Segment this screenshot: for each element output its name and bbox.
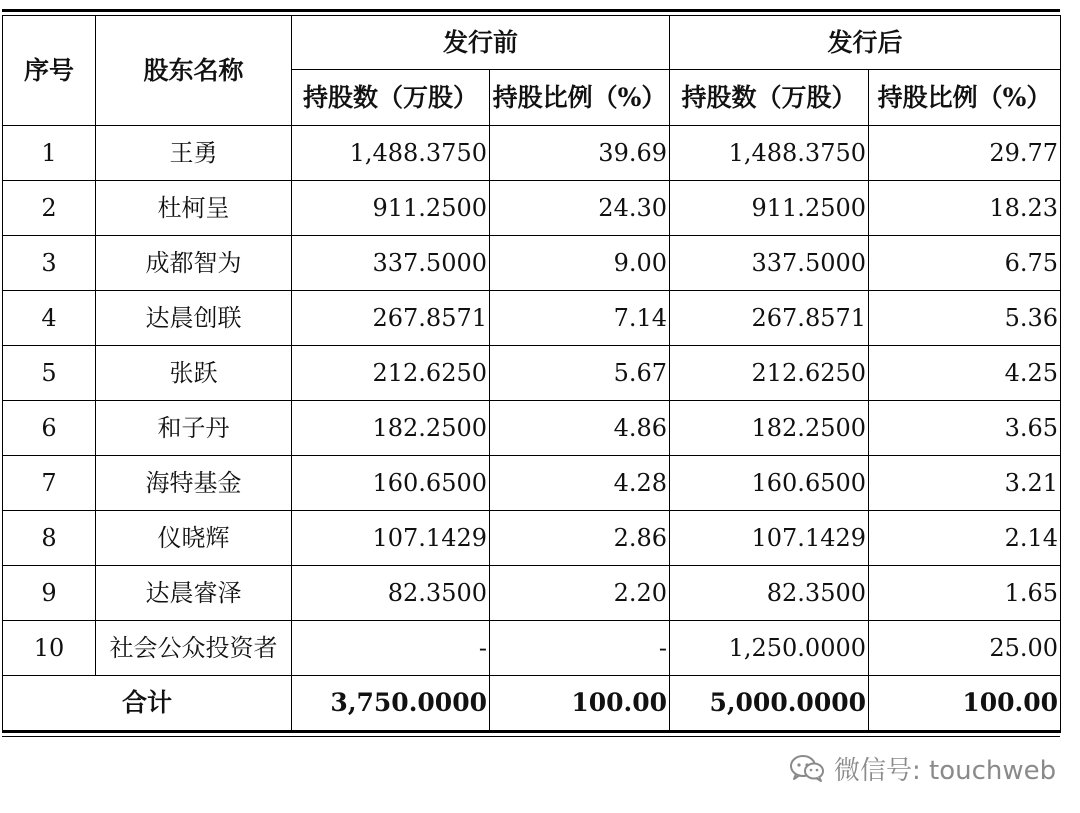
cell-after-shares: 82.3500: [670, 566, 869, 621]
cell-no: 4: [3, 291, 96, 346]
total-label: 合计: [3, 676, 292, 732]
cell-before-ratio: 2.20: [490, 566, 670, 621]
table-row: [3, 126, 1061, 181]
table-row: [3, 291, 1061, 346]
cell-after-shares: 267.8571: [670, 291, 869, 346]
cell-no: 10: [3, 621, 96, 676]
header-no: 序号: [3, 16, 96, 126]
cell-after-shares: 1,250.0000: [670, 621, 869, 676]
cell-before-ratio: 24.30: [490, 181, 670, 236]
cell-name: 和子丹: [96, 401, 292, 456]
cell-no: 6: [3, 401, 96, 456]
cell-before-shares: 911.2500: [292, 181, 490, 236]
header-before-ratio: 持股比例（%）: [490, 70, 670, 126]
header-before: 发行前: [292, 16, 670, 70]
cell-before-shares: 1,488.3750: [292, 126, 490, 181]
cell-name: 仪晓辉: [96, 511, 292, 566]
table-row: [3, 621, 1061, 676]
shareholder-table-frame: [2, 9, 1060, 737]
cell-after-shares: 1,488.3750: [670, 126, 869, 181]
cell-no: 1: [3, 126, 96, 181]
cell-no: 5: [3, 346, 96, 401]
table-row: [3, 456, 1061, 511]
cell-before-ratio: 39.69: [490, 126, 670, 181]
cell-before-shares: -: [292, 621, 490, 676]
cell-before-ratio: 7.14: [490, 291, 670, 346]
cell-before-ratio: 9.00: [490, 236, 670, 291]
cell-name: 海特基金: [96, 456, 292, 511]
cell-name: 达晨创联: [96, 291, 292, 346]
table-row: [3, 566, 1061, 621]
cell-name: 张跃: [96, 346, 292, 401]
cell-before-ratio: 4.28: [490, 456, 670, 511]
table-row: [3, 181, 1061, 236]
cell-before-ratio: 5.67: [490, 346, 670, 401]
cell-before-shares: 267.8571: [292, 291, 490, 346]
cell-after-ratio: 4.25: [869, 346, 1061, 401]
cell-before-ratio: 4.86: [490, 401, 670, 456]
cell-after-shares: 212.6250: [670, 346, 869, 401]
cell-after-ratio: 25.00: [869, 621, 1061, 676]
total-row: [3, 676, 1061, 732]
shareholder-table: [2, 15, 1061, 733]
table-row: [3, 346, 1061, 401]
cell-after-ratio: 18.23: [869, 181, 1061, 236]
cell-name: 杜柯呈: [96, 181, 292, 236]
cell-no: 3: [3, 236, 96, 291]
cell-no: 7: [3, 456, 96, 511]
cell-after-shares: 182.2500: [670, 401, 869, 456]
cell-after-ratio: 1.65: [869, 566, 1061, 621]
header-before-shares: 持股数（万股）: [292, 70, 490, 126]
header-row-1: [3, 16, 1061, 70]
total-after-ratio: 100.00: [869, 676, 1061, 732]
table-top-rule: [2, 9, 1060, 12]
header-after-ratio: 持股比例（%）: [869, 70, 1061, 126]
table-row: [3, 401, 1061, 456]
total-after-shares: 5,000.0000: [670, 676, 869, 732]
cell-no: 8: [3, 511, 96, 566]
watermark: [788, 748, 1056, 788]
cell-name: 社会公众投资者: [96, 621, 292, 676]
cell-before-ratio: 2.86: [490, 511, 670, 566]
table-row: [3, 511, 1061, 566]
cell-after-ratio: 29.77: [869, 126, 1061, 181]
cell-before-shares: 82.3500: [292, 566, 490, 621]
cell-after-shares: 337.5000: [670, 236, 869, 291]
cell-after-shares: 107.1429: [670, 511, 869, 566]
cell-after-shares: 911.2500: [670, 181, 869, 236]
watermark-text: 微信号: touchweb: [834, 755, 1057, 786]
cell-no: 2: [3, 181, 96, 236]
cell-name: 达晨睿泽: [96, 566, 292, 621]
cell-before-ratio: -: [490, 621, 670, 676]
wechat-icon: [788, 753, 826, 783]
cell-name: 成都智为: [96, 236, 292, 291]
table-row: [3, 236, 1061, 291]
cell-before-shares: 182.2500: [292, 401, 490, 456]
header-after-shares: 持股数（万股）: [670, 70, 869, 126]
cell-after-ratio: 3.65: [869, 401, 1061, 456]
table-bottom-rule: [2, 736, 1060, 737]
header-name: 股东名称: [96, 16, 292, 126]
cell-before-shares: 212.6250: [292, 346, 490, 401]
cell-before-shares: 107.1429: [292, 511, 490, 566]
cell-after-ratio: 3.21: [869, 456, 1061, 511]
cell-after-ratio: 2.14: [869, 511, 1061, 566]
total-before-shares: 3,750.0000: [292, 676, 490, 732]
cell-after-shares: 160.6500: [670, 456, 869, 511]
cell-after-ratio: 6.75: [869, 236, 1061, 291]
cell-before-shares: 160.6500: [292, 456, 490, 511]
cell-before-shares: 337.5000: [292, 236, 490, 291]
cell-after-ratio: 5.36: [869, 291, 1061, 346]
total-before-ratio: 100.00: [490, 676, 670, 732]
cell-no: 9: [3, 566, 96, 621]
cell-name: 王勇: [96, 126, 292, 181]
header-after: 发行后: [670, 16, 1061, 70]
